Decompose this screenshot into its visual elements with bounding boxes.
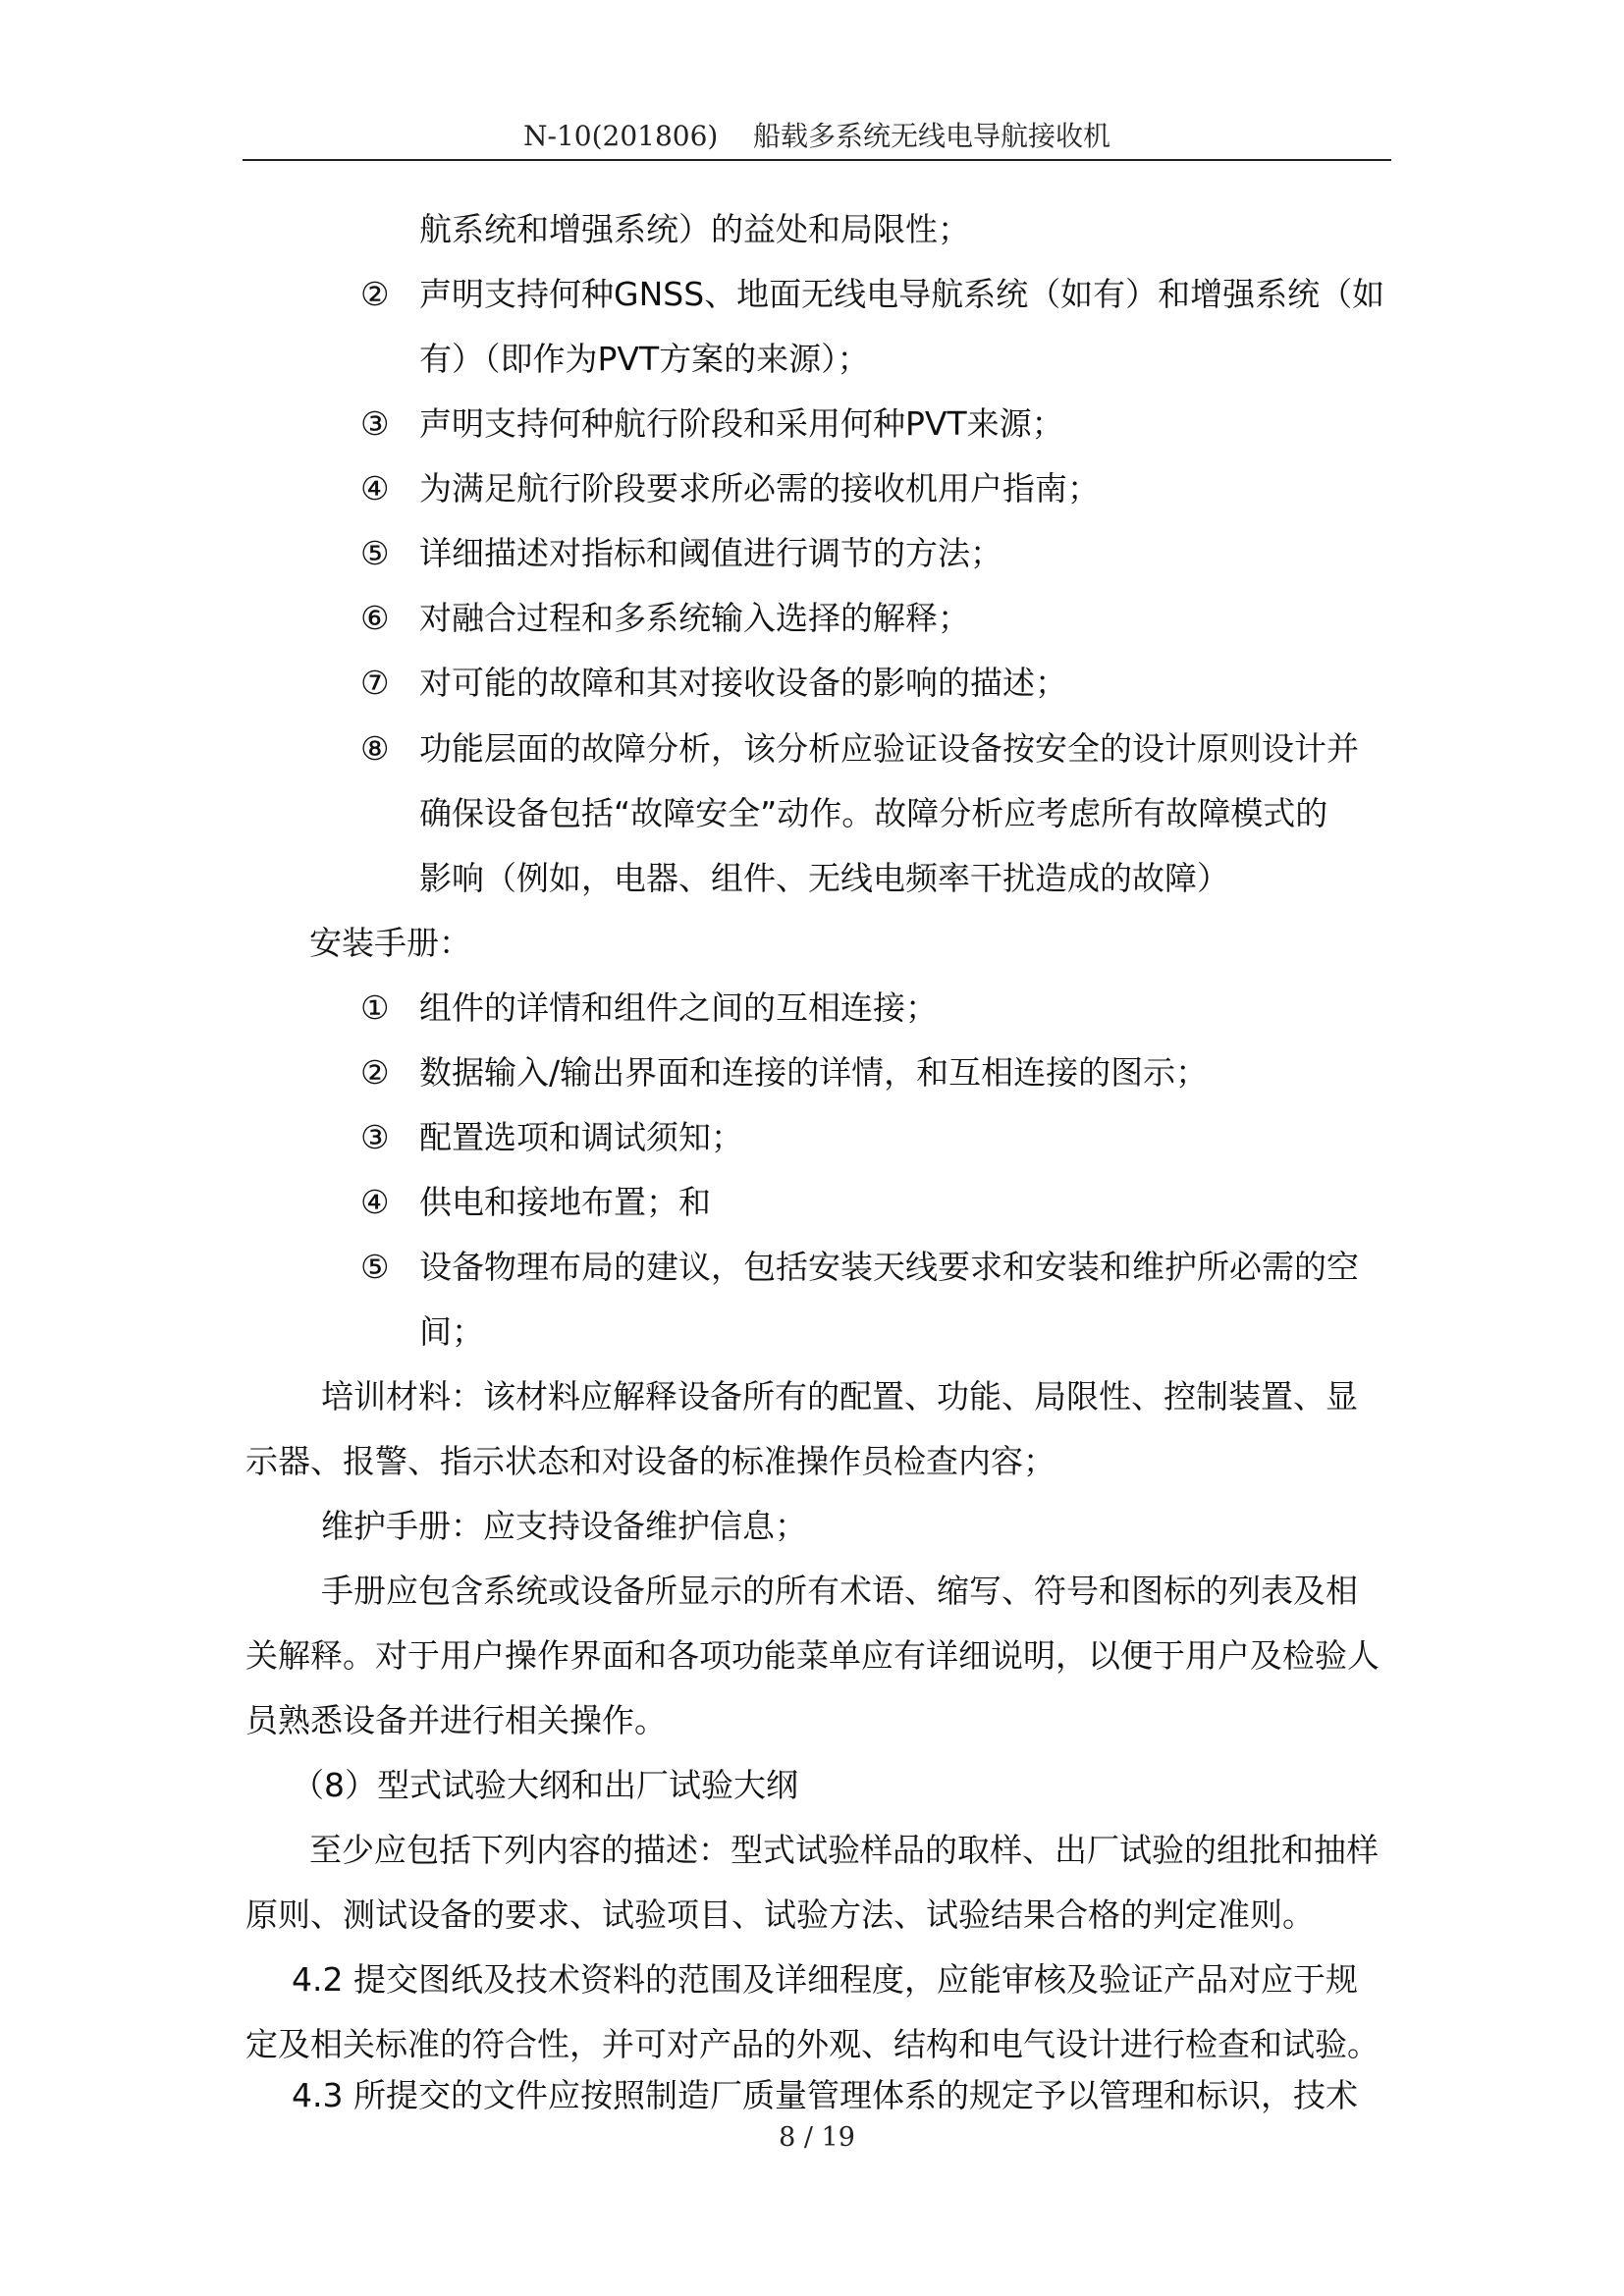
paragraph-line bbox=[245, 1886, 1315, 1945]
list-marker: ④ bbox=[360, 1183, 390, 1221]
list-item bbox=[360, 265, 1384, 324]
list-item bbox=[360, 395, 1064, 454]
line-text: 确保设备包括“故障安全”动作。故障分析应考虑所有故障模式的 bbox=[419, 794, 1328, 832]
line-text: 航系统和增强系统）的益处和局限性； bbox=[419, 210, 970, 248]
list-item bbox=[360, 1108, 743, 1167]
header-doc-code: N-10(201806) bbox=[523, 120, 719, 152]
paragraph-line bbox=[245, 1627, 1380, 1685]
list-item-continuation bbox=[419, 200, 970, 259]
line-text: 供电和接地布置；和 bbox=[419, 1183, 711, 1221]
header-rule bbox=[243, 159, 1391, 161]
paragraph-line bbox=[321, 1497, 807, 1556]
paragraph-line bbox=[321, 1562, 1358, 1621]
line-text: 组件的详情和组件之间的互相连接； bbox=[419, 988, 938, 1027]
line-text: 安装手册： bbox=[309, 924, 471, 962]
line-text: 示器、报警、指示状态和对设备的标准操作员检查内容； bbox=[245, 1442, 1056, 1480]
list-item bbox=[360, 459, 1100, 518]
line-text: （8）型式试验大纲和出厂试验大纲 bbox=[292, 1766, 798, 1804]
list-item bbox=[360, 720, 1359, 778]
list-item bbox=[360, 1043, 1208, 1102]
list-marker: ② bbox=[360, 275, 390, 313]
list-marker: ③ bbox=[360, 1118, 390, 1156]
paragraph-line bbox=[245, 1691, 667, 1750]
page-header bbox=[243, 116, 1391, 157]
paragraph-line bbox=[309, 1821, 1379, 1880]
line-text: 维护手册：应支持设备维护信息； bbox=[321, 1507, 807, 1545]
page-number: 8 / 19 bbox=[779, 2122, 855, 2153]
line-text: 对可能的故障和其对接收设备的影响的描述； bbox=[419, 664, 1067, 702]
list-marker: ② bbox=[360, 1053, 390, 1092]
list-item-continuation bbox=[419, 784, 1327, 843]
list-item bbox=[360, 654, 1067, 713]
list-marker: ③ bbox=[360, 404, 390, 443]
list-marker: ⑧ bbox=[360, 729, 390, 768]
line-text: 关解释。对于用户操作界面和各项功能菜单应有详细说明，以便于用户及检验人 bbox=[245, 1636, 1380, 1675]
list-marker: ⑤ bbox=[360, 1248, 390, 1286]
line-text: 为满足航行阶段要求所必需的接收机用户指南； bbox=[419, 469, 1100, 507]
line-text: 设备物理布局的建议，包括安装天线要求和安装和维护所必需的空 bbox=[419, 1248, 1359, 1286]
paragraph-line bbox=[245, 1432, 1056, 1491]
line-text: 对融合过程和多系统输入选择的解释； bbox=[419, 599, 970, 637]
list-marker: ⑦ bbox=[360, 664, 390, 702]
paragraph-line bbox=[321, 1367, 1358, 1426]
list-item-continuation bbox=[419, 330, 870, 389]
line-text: 4.2 提交图纸及技术资料的范围及详细程度，应能审核及验证产品对应于规 bbox=[292, 1960, 1358, 1999]
line-text: 影响（例如，电器、组件、无线电频率干扰造成的故障） bbox=[419, 859, 1229, 897]
list-item bbox=[360, 589, 970, 648]
list-item-continuation bbox=[419, 849, 1229, 908]
section-label-installation-manual bbox=[309, 914, 471, 973]
line-text: 定及相关标准的符合性，并可对产品的外观、结构和电气设计进行检查和试验。 bbox=[245, 2025, 1380, 2063]
line-text: 有）（即作为PVT方案的来源）； bbox=[419, 340, 870, 378]
line-text: 数据输入/输出界面和连接的详情，和互相连接的图示； bbox=[419, 1053, 1209, 1092]
list-item bbox=[360, 524, 1002, 583]
list-marker: ① bbox=[360, 988, 390, 1027]
line-text: 4.3 所提交的文件应按照制造厂质量管理体系的规定予以管理和标识，技术 bbox=[292, 2076, 1358, 2114]
line-text: 手册应包含系统或设备所显示的所有术语、缩写、符号和图标的列表及相 bbox=[321, 1572, 1358, 1610]
paragraph-line bbox=[245, 2015, 1380, 2074]
line-text: 功能层面的故障分析，该分析应验证设备按安全的设计原则设计并 bbox=[419, 729, 1359, 768]
list-marker: ⑤ bbox=[360, 534, 390, 572]
list-marker: ⑥ bbox=[360, 599, 390, 637]
line-text: 声明支持何种GNSS、地面无线电导航系统（如有）和增强系统（如 bbox=[419, 275, 1385, 313]
clause-4-2 bbox=[292, 1950, 1358, 2009]
list-item bbox=[360, 979, 938, 1038]
list-item-continuation bbox=[419, 1303, 484, 1362]
list-item bbox=[360, 1173, 711, 1232]
line-text: 员熟悉设备并进行相关操作。 bbox=[245, 1701, 667, 1739]
clause-4-3 bbox=[292, 2076, 1358, 2115]
line-text: 原则、测试设备的要求、试验项目、试验方法、试验结果合格的判定准则。 bbox=[245, 1896, 1315, 1934]
line-text: 配置选项和调试须知； bbox=[419, 1118, 743, 1156]
line-text: 声明支持何种航行阶段和采用何种PVT来源； bbox=[419, 404, 1064, 443]
header-title: 船载多系统无线电导航接收机 bbox=[752, 120, 1110, 152]
line-text: 详细描述对指标和阈值进行调节的方法； bbox=[419, 534, 1002, 572]
list-marker: ④ bbox=[360, 469, 390, 507]
list-item bbox=[360, 1238, 1359, 1297]
line-text: 间； bbox=[419, 1312, 484, 1351]
line-text: 培训材料：该材料应解释设备所有的配置、功能、局限性、控制装置、显 bbox=[321, 1377, 1358, 1415]
subsection-heading bbox=[292, 1756, 798, 1815]
line-text: 至少应包括下列内容的描述：型式试验样品的取样、出厂试验的组批和抽样 bbox=[309, 1831, 1379, 1869]
